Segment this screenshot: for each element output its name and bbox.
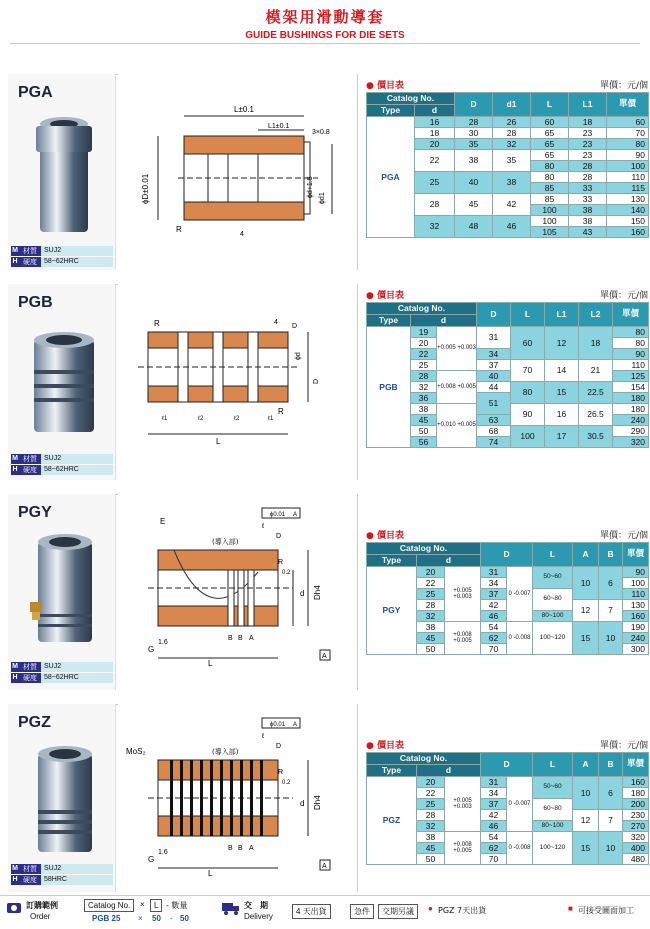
svg-text:ℓ2: ℓ2 xyxy=(198,416,204,422)
product-code: PGB xyxy=(18,294,53,311)
material-spec: M 材質 SUJ2 H 硬度 58HRC xyxy=(11,864,113,886)
svg-text:ℓ1: ℓ1 xyxy=(268,416,274,422)
section-pgz xyxy=(8,704,646,892)
technical-drawing xyxy=(118,74,358,270)
svg-text:MoS₂: MoS₂ xyxy=(126,747,146,756)
material-value: SUJ2 xyxy=(41,864,113,874)
svg-text:A: A xyxy=(322,653,327,660)
technical-drawing xyxy=(118,704,358,892)
unit-label: 單價：元/個 xyxy=(599,291,648,301)
section-pgb xyxy=(8,284,646,480)
svg-text:A: A xyxy=(293,512,298,518)
svg-text:ℓ: ℓ xyxy=(262,523,265,530)
order-label-en: Order xyxy=(30,912,51,921)
order-qty-label: - 數量 xyxy=(166,901,188,910)
svg-text:R: R xyxy=(278,769,284,776)
urgent-note: 交期另議 xyxy=(378,904,418,919)
svg-text:E: E xyxy=(160,517,166,526)
svg-text:L±0.1: L±0.1 xyxy=(234,105,254,114)
svg-text:4: 4 xyxy=(240,231,244,238)
svg-text:d: d xyxy=(300,799,305,808)
hardness-value: 58~62HRC xyxy=(41,257,113,267)
table-header xyxy=(366,528,648,542)
delivery-days: 4 天出貨 xyxy=(292,904,331,919)
svg-text:1.6: 1.6 xyxy=(158,849,168,856)
price-table-panel xyxy=(366,78,648,238)
material-value: SUJ2 xyxy=(41,662,113,672)
delivery-label: 交 期 xyxy=(244,901,268,910)
order-label: 訂購範例 xyxy=(26,901,58,910)
table-title: ● 價目表 xyxy=(366,741,405,751)
product-panel xyxy=(8,704,116,892)
svg-text:Dh4: Dh4 xyxy=(313,585,322,600)
product-photo xyxy=(28,740,100,860)
footer: 訂購範例 Order Catalog No. × L - 數量 PGB 25 × 50 - 50 交 期 Delivery 4 天出貨 急件 交期另議 ● PGZ 7天出貨 ■ 可接受圖面加工 xyxy=(0,895,650,929)
material-value: SUJ2 xyxy=(41,454,113,464)
svg-text:B: B xyxy=(238,845,243,852)
hardness-value: 58~62HRC xyxy=(41,673,113,683)
svg-text:A: A xyxy=(322,863,327,870)
svg-text:ℓ: ℓ xyxy=(262,733,265,740)
material-spec: M 材質 SUJ2 H 硬度 58~62HRC xyxy=(11,246,113,268)
svg-text:R: R xyxy=(278,407,284,416)
product-panel xyxy=(8,494,116,690)
svg-text:L: L xyxy=(208,869,213,878)
drawing-svg xyxy=(118,494,358,690)
svg-text:ϕD±0.01: ϕD±0.01 xyxy=(141,173,150,204)
section-pga xyxy=(8,74,646,270)
svg-text:A: A xyxy=(293,722,298,728)
table-header xyxy=(366,78,648,92)
svg-text:1.6: 1.6 xyxy=(158,639,168,646)
svg-text:L: L xyxy=(208,659,213,668)
product-code: PGZ xyxy=(18,714,51,731)
hardness-value: 58HRC xyxy=(41,875,113,885)
material-spec: M 材質 SUJ2 H 硬度 58~62HRC xyxy=(11,662,113,684)
svg-text:R: R xyxy=(176,225,182,234)
price-table-pgy: Catalog No. D L A B 單價 Type d PGY 20 +0.005 +0.003 31 0 -0.007 50~60 10 6 90 22 34 100 25 37 60~80 110 28 42 12 7 130 32 46 80~100 160 38 +0.008 +0.005 54 0 -0.008 100~120 15 10 190 45 62 240 50 70 300 xyxy=(366,542,649,655)
truck-icon xyxy=(222,900,240,916)
product-photo xyxy=(28,322,100,442)
order-example-code: PGB 25 xyxy=(92,914,121,923)
order-icon xyxy=(6,900,22,916)
svg-text:B: B xyxy=(228,635,233,642)
svg-text:ℓ1: ℓ1 xyxy=(162,416,168,422)
product-panel xyxy=(8,74,116,270)
section-pgy xyxy=(8,494,646,690)
product-code: PGA xyxy=(18,84,53,101)
svg-text:ϕd1: ϕd1 xyxy=(319,192,326,204)
svg-text:d: d xyxy=(300,589,305,598)
svg-text:B: B xyxy=(238,635,243,642)
svg-text:Dh4: Dh4 xyxy=(313,795,322,810)
svg-text:D: D xyxy=(276,743,282,750)
unit-label: 單價：元/個 xyxy=(599,741,648,751)
svg-text:0.2: 0.2 xyxy=(282,570,291,576)
svg-text:G: G xyxy=(148,855,155,864)
svg-text:(導入部): (導入部) xyxy=(212,538,239,546)
svg-text:ϕd: ϕd xyxy=(295,352,302,360)
svg-text:R: R xyxy=(154,319,160,328)
table-title: ● 價目表 xyxy=(366,531,405,541)
drawing-svg xyxy=(118,704,358,892)
product-photo xyxy=(28,528,100,652)
svg-text:L: L xyxy=(216,437,221,446)
svg-text:(導入部): (導入部) xyxy=(212,748,239,756)
order-example-qty: 50 xyxy=(180,914,189,923)
unit-label: 單價：元/個 xyxy=(599,531,648,541)
svg-text:A: A xyxy=(249,845,254,852)
svg-text:ϕd+1.5: ϕd+1.5 xyxy=(307,176,314,198)
delivery-label-en: Delivery xyxy=(244,912,273,921)
technical-drawing xyxy=(118,284,358,480)
hardness-value: 58~62HRC xyxy=(41,465,113,475)
svg-text:ϕ0.01: ϕ0.01 xyxy=(270,512,286,518)
material-value: SUJ2 xyxy=(41,246,113,256)
table-title: ● 價目表 xyxy=(366,291,405,301)
table-title: ● 價目表 xyxy=(366,81,405,91)
page-subtitle: GUIDE BUSHINGS FOR DIE SETS xyxy=(245,30,405,41)
table-header xyxy=(366,738,648,752)
order-catalog-box: Catalog No. xyxy=(84,899,134,912)
material-spec: M 材質 SUJ2 H 硬度 58~62HRC xyxy=(11,454,113,476)
header-divider xyxy=(10,43,640,44)
price-table-pgz: Catalog No. D L A B 單價 Type d PGZ 20 +0.005 +0.003 31 0 -0.007 50~60 10 6 160 22 34 180 25 37 60~80 200 28 42 12 7 230 32 46 80~100 270 38 +0.008 +0.005 54 0 -0.008 100~120 15 10 320 45 62 400 50 70 480 xyxy=(366,752,649,865)
product-panel xyxy=(8,284,116,480)
price-table-panel xyxy=(366,528,648,655)
svg-text:G: G xyxy=(148,645,155,654)
urgent-label: 急件 xyxy=(350,904,374,919)
product-photo xyxy=(28,112,100,242)
svg-text:D: D xyxy=(276,533,282,540)
svg-text:D: D xyxy=(313,378,320,384)
page-header xyxy=(0,6,650,41)
price-table-pga: Catalog No. D d1 L L1 單價 Type d PGA 16 28 26 60 18 60 18 30 28 65 23 70 20 35 32 65 23 80 22 38 35 65 23 90 80 28 100 25 40 38 80 28 110 85 33 115 28 45 42 85 33 130 100 38 140 32 48 46 100 38 150 105 43 160 xyxy=(366,92,649,238)
svg-text:D: D xyxy=(292,323,298,330)
custom-note: 可接受圖面加工 xyxy=(578,906,634,915)
price-table-panel xyxy=(366,288,648,448)
svg-text:L1±0.1: L1±0.1 xyxy=(268,123,290,130)
order-example-length: 50 xyxy=(152,914,161,923)
technical-drawing xyxy=(118,494,358,690)
svg-text:ϕ0.01: ϕ0.01 xyxy=(270,722,286,728)
custom-note-icon: ■ xyxy=(568,904,573,913)
svg-text:0.2: 0.2 xyxy=(282,780,291,786)
drawing-svg xyxy=(118,284,358,480)
pgz-note: PGZ 7天出貨 xyxy=(438,906,487,915)
table-header xyxy=(366,288,648,302)
svg-text:4: 4 xyxy=(274,319,278,326)
svg-text:A: A xyxy=(249,635,254,642)
price-table-pgb: Catalog No. D L L1 L2 單價 Type d PGB 19 +0.005 +0.003 31 60 12 18 80 20 80 22 34 90 25 37 70 14 21 110 28 +0.008 +0.005 40 125 32 44 80 15 22.5 154 36 51 180 38 +0.010 +0.005 90 16 26.5 180 45 63 240 50 68 100 17 30.5 290 56 74 320 xyxy=(366,302,649,448)
pgz-note-icon: ● xyxy=(428,904,433,913)
drawing-svg xyxy=(118,74,358,270)
price-table-panel xyxy=(366,738,648,865)
order-length-box: L xyxy=(150,899,162,912)
product-code: PGY xyxy=(18,504,52,521)
page-title: 模架用滑動導套 xyxy=(265,8,385,26)
svg-text:B: B xyxy=(228,845,233,852)
svg-text:R: R xyxy=(278,559,284,566)
svg-text:ℓ2: ℓ2 xyxy=(234,416,240,422)
svg-text:3×0.8: 3×0.8 xyxy=(312,129,330,136)
unit-label: 單價：元/個 xyxy=(599,81,648,91)
